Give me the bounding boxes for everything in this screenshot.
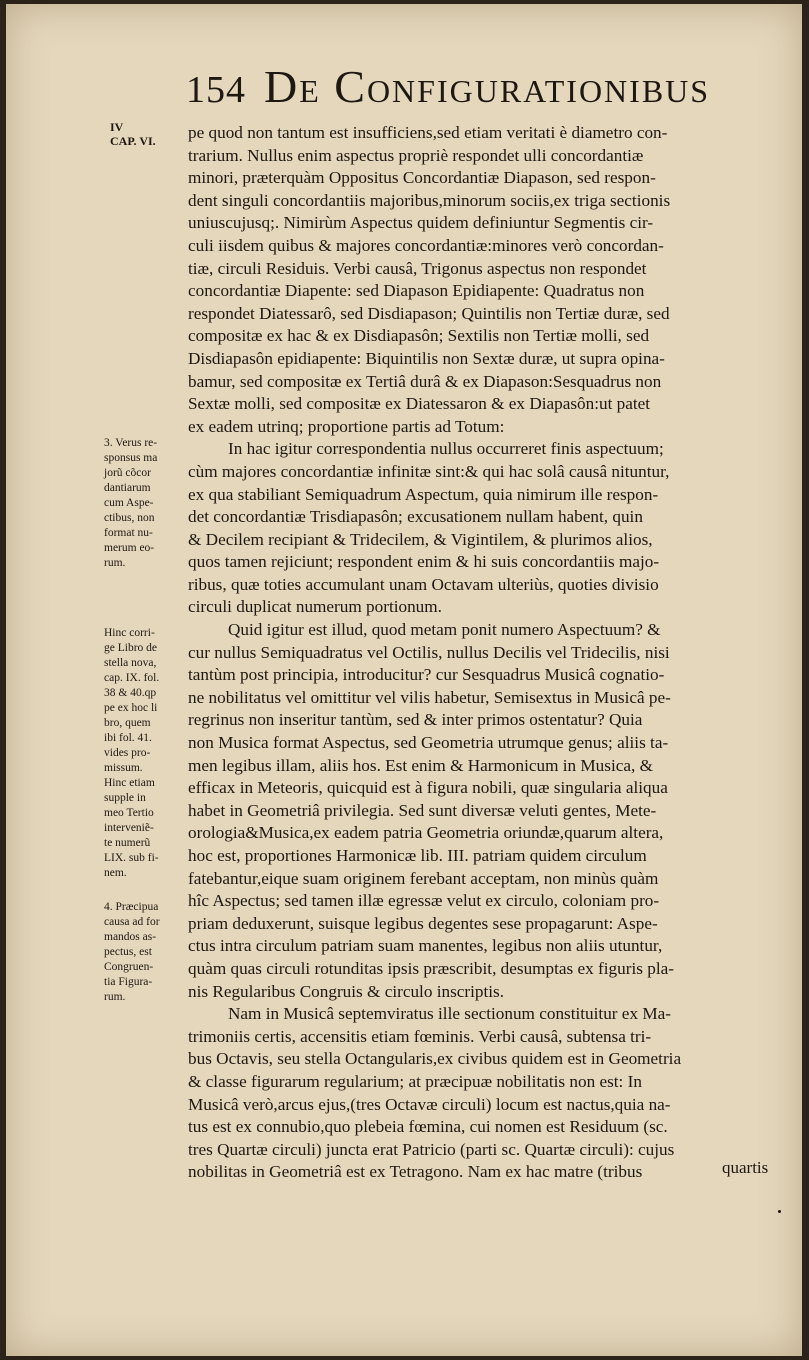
marginal-note-line: cum Aspe- <box>104 497 154 509</box>
marginal-note-line: ge Libro de <box>104 642 158 654</box>
marginal-note-line: stella nova, <box>104 657 157 669</box>
marginal-note-line: Hinc etiam <box>104 777 155 789</box>
text-line: priam deduxerunt, suisque legibus degentes sese propagarunt: Aspe- <box>188 913 658 933</box>
text-line: & Decilem recipiant & Tridecilem, & Vigintilem, & plurimos alios, <box>188 529 653 549</box>
text-line: nis Regularibus Congruis & circulo inscriptis. <box>188 981 505 1001</box>
marginal-note-line: dantiarum <box>104 482 151 494</box>
marginal-note-line: tia Figura- <box>104 976 153 988</box>
text-line: trimoniis certis, accensitis etiam fœminis. Verbi causâ, subtensa tri- <box>188 1026 652 1046</box>
marginal-note-line: Congruen- <box>104 961 154 973</box>
text-line: minori, præterquàm Oppositus Concordantiæ Diapason, sed respon- <box>188 168 656 188</box>
text-line: concordantiæ Diapente: sed Diapason Epidiapente: Quadratus non <box>188 281 645 301</box>
text-line: dent singuli concordantiis majoribus,minorum sociis,ex triga sectionis <box>188 190 671 210</box>
text-line: orologia&Musica,ex eadem patria Geometria oriundæ,quarum altera, <box>188 823 664 843</box>
marginal-note <box>104 900 184 1005</box>
text-line: hoc est, proportiones Harmonicæ lib. III. patriam quidem circulum <box>188 846 647 865</box>
marginal-note-line: jorũ cõcor <box>104 467 151 479</box>
text-line: tres Quartæ circuli) juncta erat Patricio (parti sc. Quartæ circuli): cujus <box>188 1139 675 1159</box>
running-title: De Configurationibus <box>264 61 711 112</box>
text-line: hîc Aspectus; sed tamen illæ egressæ velut ex circulo, coloniam pro- <box>188 891 660 911</box>
text-line: regrinus non inseritur tantùm, sed & inter primos ostentatur? Quia <box>188 710 643 730</box>
marginal-note-line: merum eo- <box>104 542 155 554</box>
text-line: Quid igitur est illud, quod metam ponit numero Aspectuum? & <box>228 620 661 640</box>
text-line: ne nobilitatus vel omittitur vel vilis habetur, Semisextus in Musicâ pe- <box>188 687 671 707</box>
text-line: men legibus illam, aliis hos. Est enim & Harmonicum in Musica, & <box>188 755 653 775</box>
marginal-note-line: cap. IX. fol. <box>104 672 160 684</box>
text-line: tantùm post principia, introducitur? cur Sesquadrus Musicâ cognatio- <box>188 665 665 685</box>
body-text <box>188 122 788 1184</box>
text-line: Sextæ molli, sed compositæ ex Diatessaron & ex Diapasôn:ut patet <box>188 394 651 414</box>
marginal-note-line: mandos as- <box>104 931 157 943</box>
marginal-note-line: 4. Præcipua <box>104 901 159 913</box>
marginal-note-line: vides pro- <box>104 747 151 759</box>
page-number: 154 <box>186 69 246 111</box>
marginal-note <box>104 436 184 571</box>
text-line: fatebantur,eique suam originem ferebant acceptam, non minùs quàm <box>188 868 659 888</box>
text-line: Nam in Musicâ septemviratus ille sectionum constituitur ex Ma- <box>228 1004 671 1024</box>
text-line: quos tamen rejiciunt; respondent enim & hi suis concordantiis majo- <box>188 552 660 572</box>
text-line: bus Octavis, seu stella Octangularis,ex civibus quidem est in Geometria <box>188 1049 682 1069</box>
text-line: In hac igitur correspondentia nullus occurreret finis aspectuum; <box>228 439 664 459</box>
text-line: circuli duplicat numerum portionum. <box>188 597 442 617</box>
text-line: non Musica format Aspectus, sed Geometria utrumque genus; aliis ta- <box>188 733 669 753</box>
marginal-note-line: meo Tertio <box>104 807 154 819</box>
text-line: respondet Diatessarô, sed Disdiapason; Quintilis non Tertiæ duræ, sed <box>188 303 670 323</box>
text-line: habet in Geometriâ privilegia. Sed sunt diversæ veluti gentes, Mete- <box>188 800 657 820</box>
book-page <box>6 4 802 1356</box>
marginal-note-line: bro, quem <box>104 717 151 729</box>
marginal-note-line: sponsus ma <box>104 452 158 464</box>
ink-dot <box>778 1210 781 1213</box>
marginal-note-line: rum. <box>104 991 126 1003</box>
marginal-note-line: pectus, est <box>104 946 152 958</box>
text-line: tus est ex connubio,quo plebeia fœmina, cui nomen est Residuum (sc. <box>188 1117 668 1137</box>
text-line: ex qua stabiliant Semiquadrum Aspectum, quia nimirum ille respon- <box>188 484 659 504</box>
marginal-note-line: pe ex hoc li <box>104 702 158 714</box>
text-line: ctus intra circulum patriam suam manentes, legibus non aliis utuntur, <box>188 936 663 956</box>
text-line: culi iisdem quibus & majores concordantiæ:minores verò concordan- <box>188 235 664 255</box>
catchword: quartis <box>722 1158 769 1177</box>
page-header <box>186 58 786 118</box>
marginal-note-line: ibi fol. 41. <box>104 732 152 744</box>
text-line: cur nullus Semiquadratus vel Octilis, nullus Decilis vel Tridecilis, nisi <box>188 642 670 662</box>
chapter-mark-line: CAP. VI. <box>110 134 156 148</box>
text-line: pe quod non tantum est insufficiens,sed etiam veritati è diametro con- <box>188 123 668 142</box>
marginal-note-line: ctibus, non <box>104 512 155 524</box>
marginal-note-line: nem. <box>104 867 127 879</box>
text-line: quàm quas circuli rotunditas ipsis præscribit, desumptas ex figuris pla- <box>188 958 674 978</box>
marginal-note-line: interveniẽ- <box>104 822 154 834</box>
marginal-note-line: 38 & 40.qp <box>104 687 157 699</box>
chapter-mark <box>110 120 180 148</box>
text-line: cùm majores concordantiæ infinitæ sint:& qui hac solâ causâ nituntur, <box>188 461 670 481</box>
text-line: Musicâ verò,arcus ejus,(tres Octavæ circuli) locum est nactus,quia na- <box>188 1094 671 1114</box>
marginal-note-line: supple in <box>104 792 146 804</box>
marginal-note-line: format nu- <box>104 527 153 539</box>
text-line: efficax in Meteoris, quicquid est à figura nobili, quæ singularia aliqua <box>188 778 668 798</box>
marginal-note-line: rum. <box>104 557 126 569</box>
text-line: bamur, sed compositæ ex Tertiâ durâ & ex Diapason:Sesquadrus non <box>188 371 662 391</box>
marginal-note-line: LIX. sub fi- <box>104 852 159 864</box>
marginal-note-line: te numerũ <box>104 837 151 849</box>
text-line: nobilitas in Geometriâ est ex Tetragono. Nam ex hac matre (tribus <box>188 1162 643 1182</box>
text-line: uniuscujusq;. Nimirùm Aspectus quidem definiuntur Segmentis cir- <box>188 213 654 233</box>
text-line: Disdiapasôn epidiapente: Biquintilis non Sextæ duræ, ut supra opina- <box>188 348 665 368</box>
text-line: compositæ ex hac & ex Disdiapasôn; Sextilis non Tertiæ molli, sed <box>188 326 650 346</box>
text-line: ribus, quæ toties accumulant unam Octavam ulteriùs, quoties divisio <box>188 574 659 594</box>
marginal-note-line: 3. Verus re- <box>104 437 158 449</box>
marginal-note-line: missum. <box>104 762 143 774</box>
text-line: ex eadem utrinq; proportione partis ad Totum: <box>188 416 505 436</box>
marginal-note <box>104 626 184 881</box>
text-line: & classe figurarum regularium; at præcipuæ nobilitatis non est: In <box>188 1071 642 1091</box>
text-line: tiæ, circuli Residuis. Verbi causâ, Trigonus aspectus non respondet <box>188 258 647 278</box>
marginal-note-line: causa ad for <box>104 916 160 928</box>
marginal-note-line: Hinc corri- <box>104 627 155 639</box>
text-line: det concordantiæ Trisdiapasôn; excusationem nullam habent, quin <box>188 507 643 527</box>
chapter-mark-line: IV <box>110 120 124 134</box>
text-line: trarium. Nullus enim aspectus propriè respondet ulli concordantiæ <box>188 145 644 165</box>
